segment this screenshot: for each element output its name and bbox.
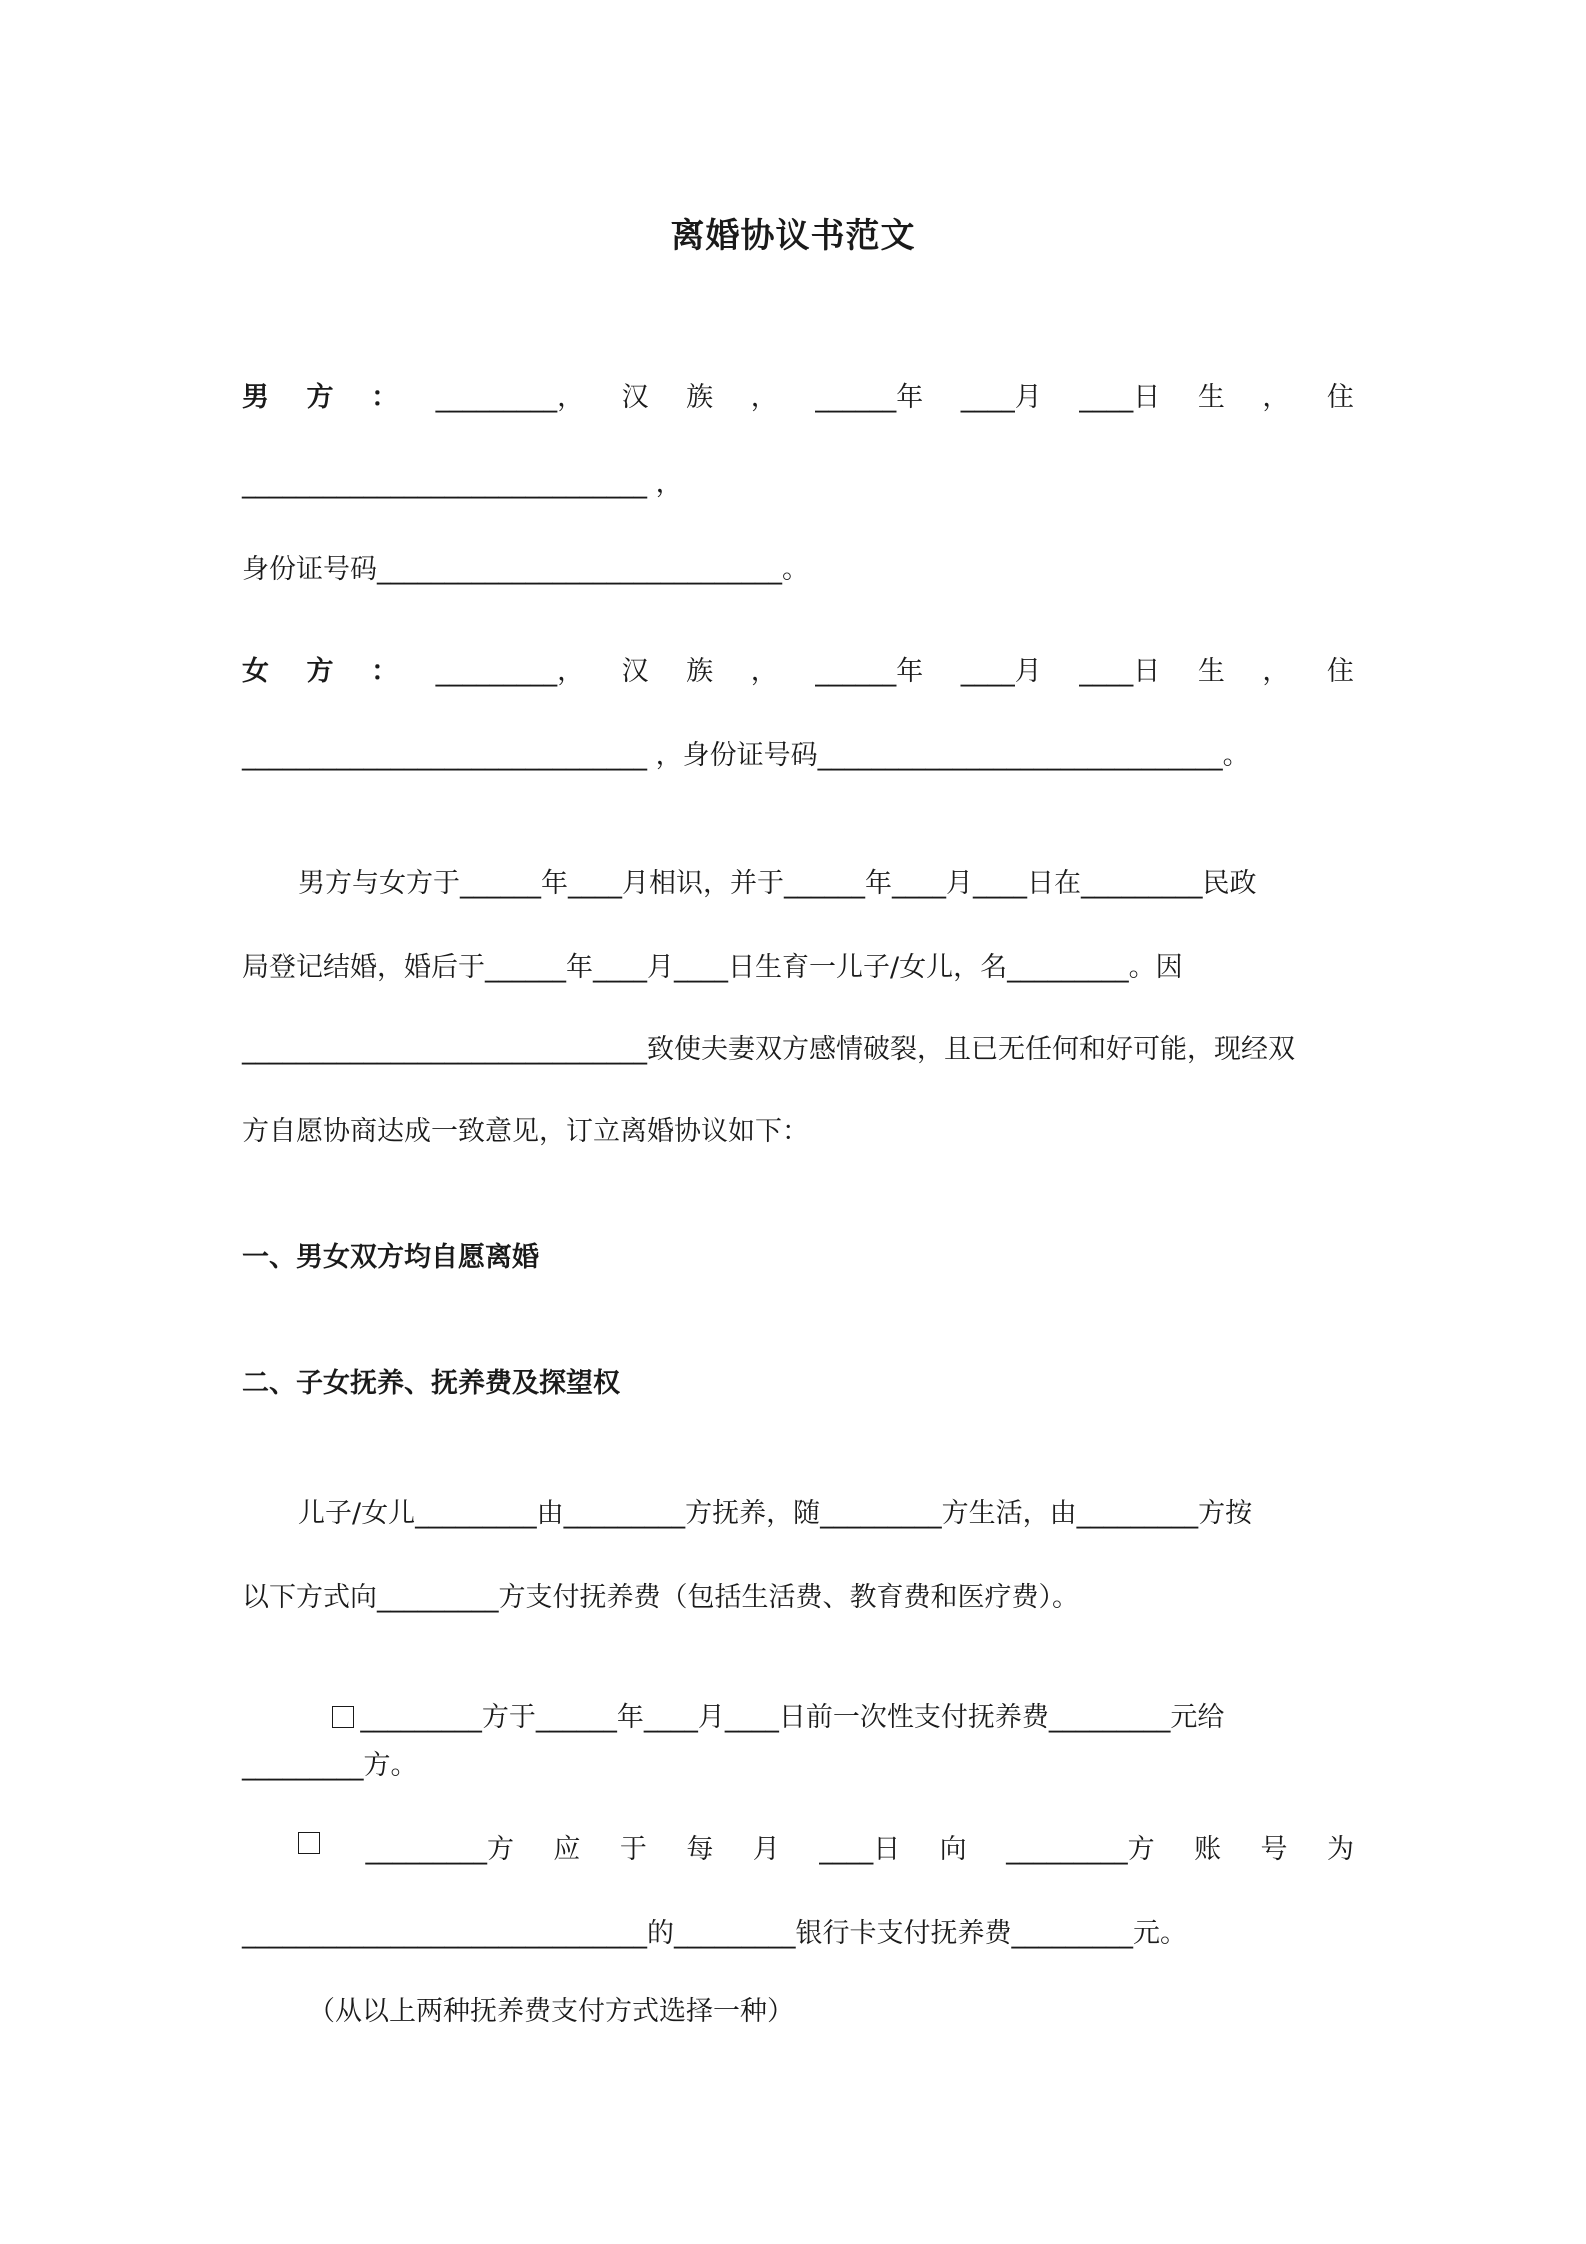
paragraph-line: 局登记结婚，婚后于______年____月____日生育一儿子/女儿，名_________。因: [242, 952, 1183, 983]
paragraph-line: 男方与女方于______年____月相识，并于______年____月____日在_________民政: [298, 868, 1257, 899]
male-address-line: ______________________________ ，: [242, 468, 683, 499]
female-address-id-line: ______________________________ ，身份证号码______________________________。: [242, 740, 1250, 771]
paragraph-line: 方自愿协商达成一致意见，订立离婚协议如下：: [242, 1116, 809, 1147]
selection-note: （从以上两种抚养费支付方式选择一种）: [308, 1996, 794, 2027]
payment-option-2-cont: ______________________________的_________银行卡支付抚养费_________元。: [242, 1918, 1187, 1949]
paragraph-line: ______________________________致使夫妻双方感情破裂，且已无任何和好可能，现经双: [242, 1034, 1295, 1065]
payment-option-1: _________方于______年____月____日前一次性支付抚养费_________元给: [298, 1664, 1354, 1772]
option-1-checkbox[interactable]: [332, 1706, 354, 1728]
male-id-line: 身份证号码______________________________。: [242, 554, 809, 585]
paragraph-line: 以下方式向_________方支付抚养费（包括生活费、教育费和医疗费）。: [242, 1582, 1079, 1613]
female-party-line1: 女 方 ： _________， 汉 族 ， ______年 ____月 ____日 生 ， 住: [242, 656, 1354, 687]
paragraph-line: 儿子/女儿_________由_________方抚养，随_________方生活，由_________方按: [298, 1498, 1253, 1529]
option-2-checkbox[interactable]: [298, 1832, 320, 1854]
male-party-line1: 男 方 ： _________， 汉 族 ， ______年 ____月 ____日 生 ， 住: [242, 382, 1354, 413]
payment-option-1-cont: _________方。: [242, 1750, 418, 1781]
section-heading-2: 二、子女抚养、抚养费及探望权: [242, 1368, 620, 1399]
document-title: 离婚协议书范文: [670, 216, 916, 256]
section-heading-1: 一、男女双方均自愿离婚: [242, 1242, 539, 1273]
payment-option-2: _________方 应 于 每 月 ____日 向 _________方 账 号 为: [298, 1832, 1354, 1868]
